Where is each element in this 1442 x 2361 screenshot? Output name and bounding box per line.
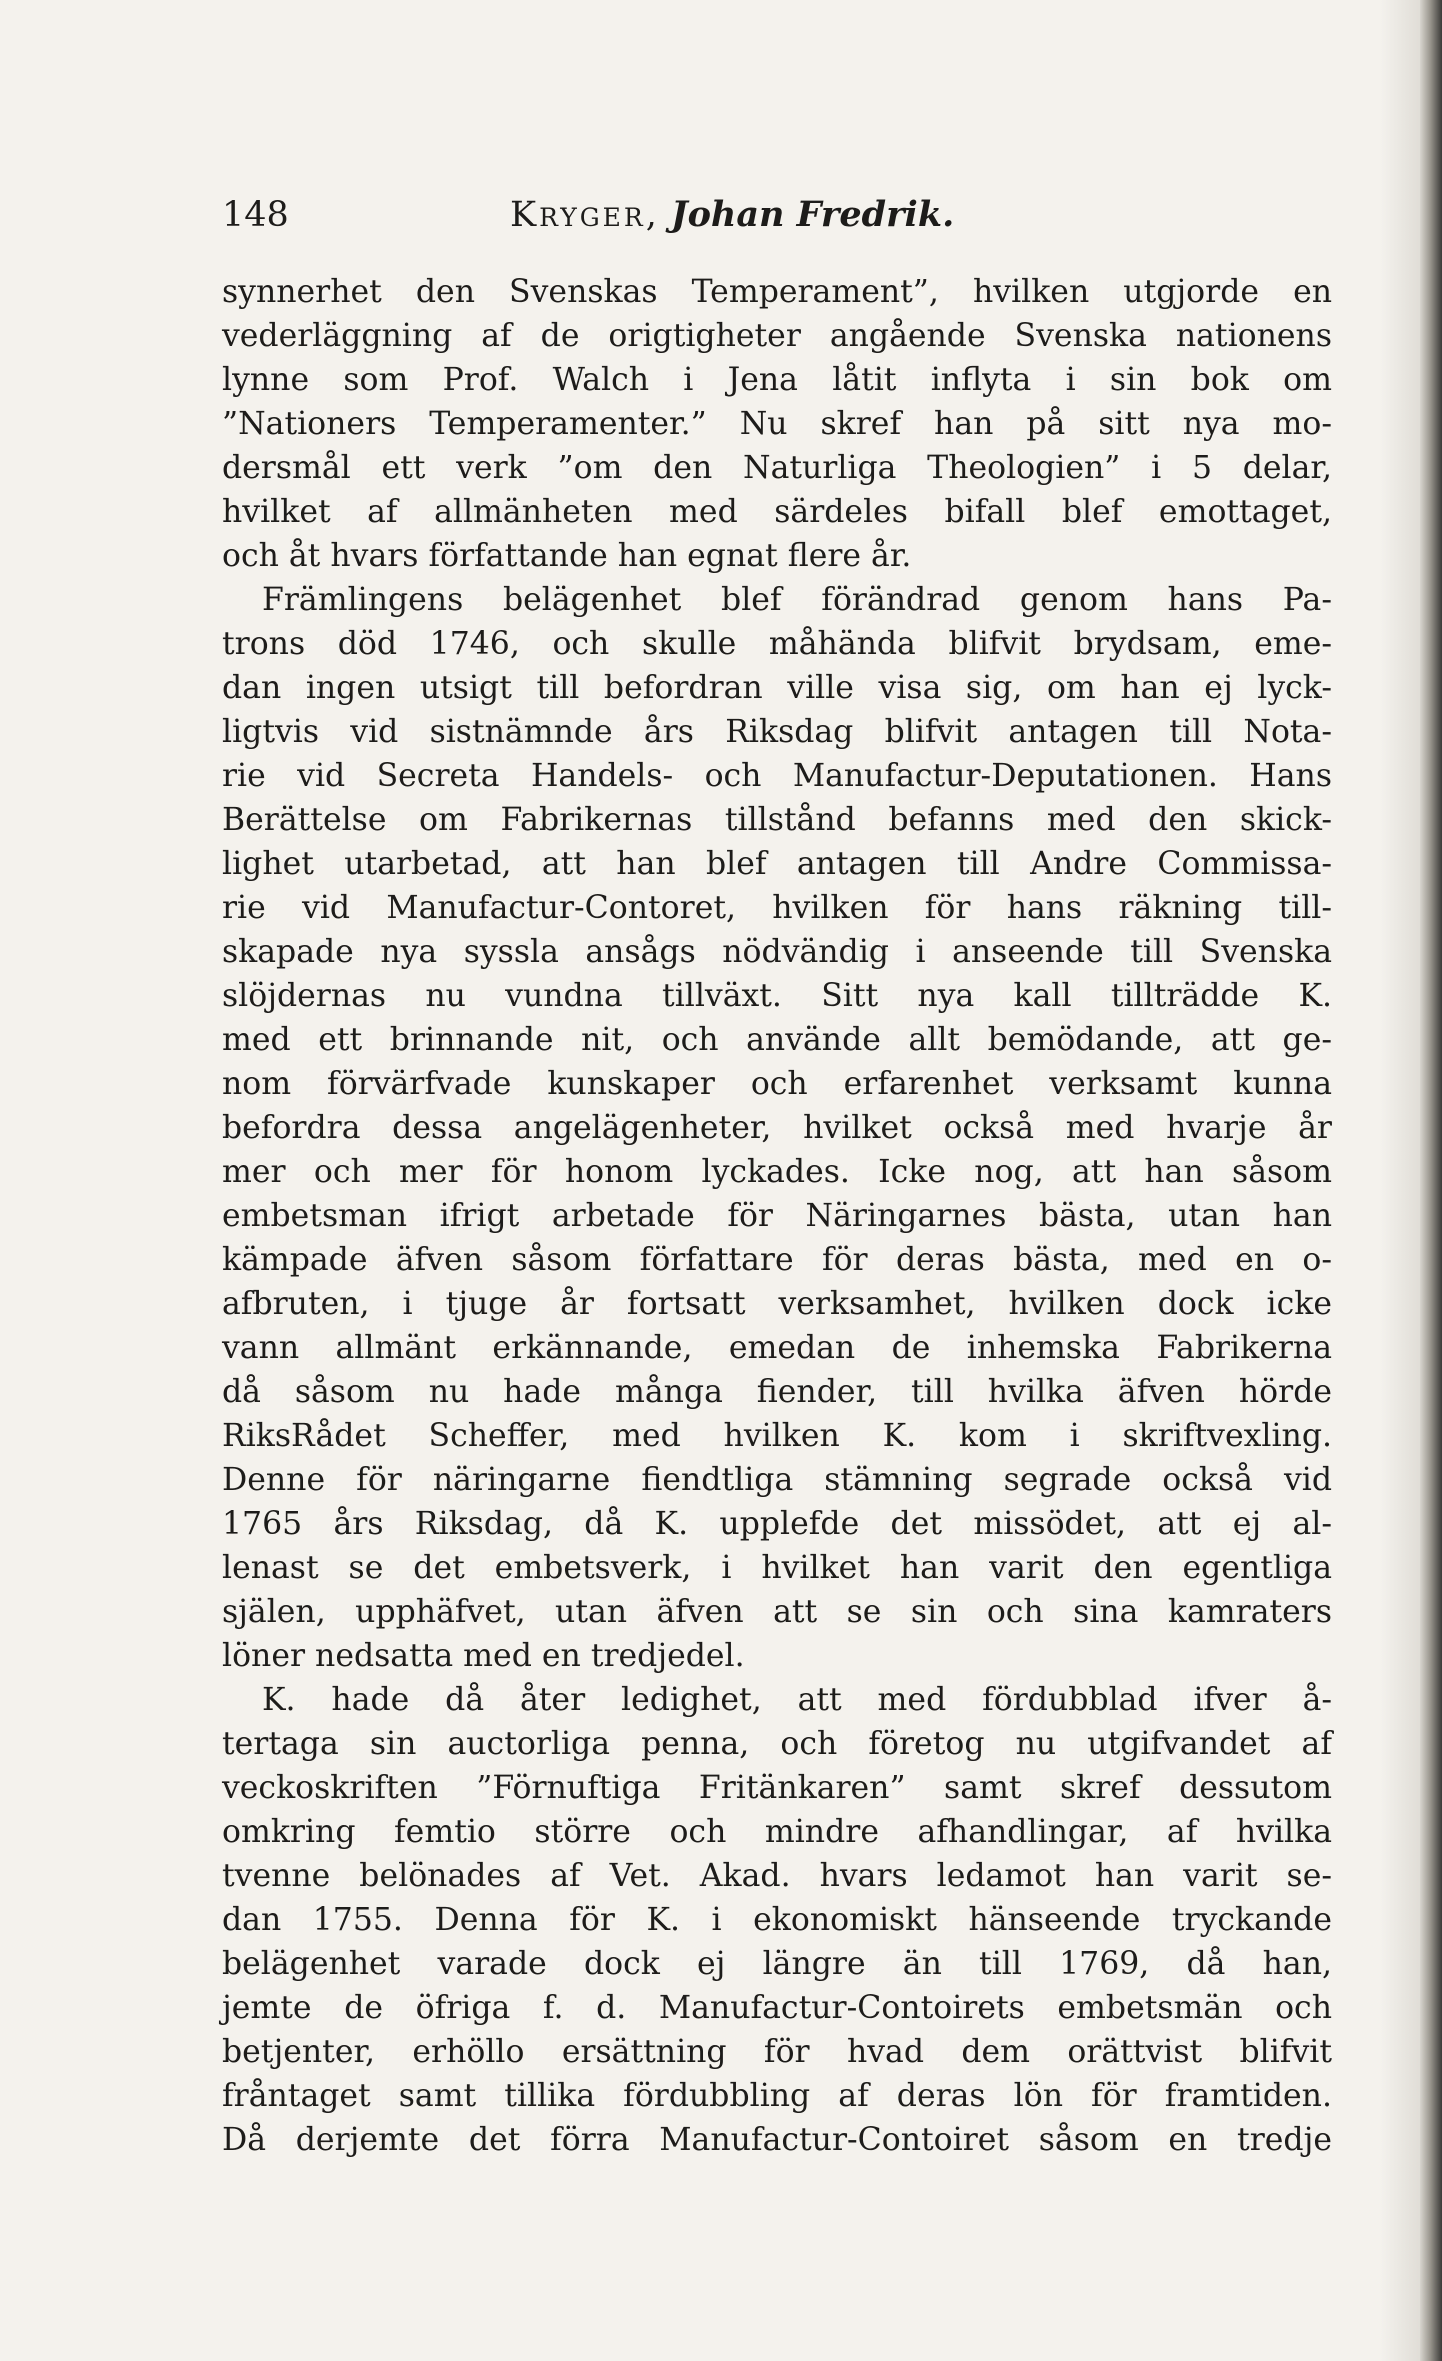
text-line: med ett brinnande nit, och använde allt bemödande, att ge- <box>222 1022 1332 1058</box>
text-line: RiksRådet Scheffer, med hvilken K. kom i skriftvexling. <box>222 1418 1332 1454</box>
text-line: dersmål ett verk ”om den Naturliga Theologien” i 5 delar, <box>222 450 1332 486</box>
text-line: mer och mer för honom lyckades. Icke nog, att han såsom <box>222 1154 1332 1190</box>
text-line: hvilket af allmänheten med särdeles bifall blef emottaget, <box>222 494 1332 530</box>
text-line: betjenter, erhöllo ersättning för hvad dem orättvist blifvit <box>222 2034 1332 2070</box>
text-line: befordra dessa angelägenheter, hvilket också med hvarje år <box>222 1110 1332 1146</box>
text-line: lighet utarbetad, att han blef antagen till Andre Commissa- <box>222 846 1332 882</box>
text-line: nom förvärfvade kunskaper och erfarenhet verksamt kunna <box>222 1066 1332 1102</box>
text-line: lenast se det embetsverk, i hvilket han varit den egentliga <box>222 1550 1332 1586</box>
text-line: tertaga sin auctorliga penna, och företog nu utgifvandet af <box>222 1726 1332 1762</box>
running-head-given-names: Johan Fredrik. <box>671 194 955 235</box>
text-line: trons död 1746, och skulle måhända blifvit brydsam, eme- <box>222 626 1332 662</box>
text-line: skapade nya syssla ansågs nödvändig i anseende till Svenska <box>222 934 1332 970</box>
text-line: Då derjemte det förra Manufactur-Contoiret såsom en tredje <box>222 2122 1332 2158</box>
text-line: dan 1755. Denna för K. i ekonomiskt hänseende tryckande <box>222 1902 1332 1938</box>
page-number: 148 <box>222 195 289 235</box>
text-line: rie vid Manufactur-Contoret, hvilken för hans räkning till- <box>222 890 1332 926</box>
text-line: K. hade då åter ledighet, att med fördubblad ifver å- <box>262 1682 1332 1718</box>
text-line: rie vid Secreta Handels- och Manufactur-Deputationen. Hans <box>222 758 1332 794</box>
text-line: belägenhet varade dock ej längre än till 1769, då han, <box>222 1946 1332 1982</box>
text-line: omkring femtio större och mindre afhandlingar, af hvilka <box>222 1814 1332 1850</box>
text-line: löner nedsatta med en tredjedel. <box>222 1638 745 1674</box>
text-line: och åt hvars författande han egnat flere år. <box>222 538 912 574</box>
text-line: 1765 års Riksdag, då K. upplefde det missödet, att ej al- <box>222 1506 1332 1542</box>
text-line: jemte de öfriga f. d. Manufactur-Contoirets embetsmän och <box>222 1990 1332 2026</box>
text-line: ”Nationers Temperamenter.” Nu skref han på sitt nya mo- <box>222 406 1332 442</box>
text-line: Denne för näringarne fiendtliga stämning segrade också vid <box>222 1462 1332 1498</box>
running-header <box>222 190 1332 240</box>
text-line: synnerhet den Svenskas Temperament”, hvilken utgjorde en <box>222 274 1332 310</box>
text-line: själen, upphäfvet, utan äfven att se sin och sina kamraters <box>222 1594 1332 1630</box>
text-line: tvenne belönades af Vet. Akad. hvars ledamot han varit se- <box>222 1858 1332 1894</box>
text-line: Främlingens belägenhet blef förändrad genom hans Pa- <box>262 582 1332 618</box>
running-head <box>510 190 954 240</box>
running-head-surname: Kryger, <box>510 195 660 235</box>
text-line: ligtvis vid sistnämnde års Riksdag blifvit antagen till Nota- <box>222 714 1332 750</box>
text-line: vederläggning af de origtigheter angående Svenska nationens <box>222 318 1332 354</box>
text-line: veckoskriften ”Förnuftiga Fritänkaren” samt skref dessutom <box>222 1770 1332 1806</box>
text-line: kämpade äfven såsom författare för deras bästa, med en o- <box>222 1242 1332 1278</box>
text-line: Berättelse om Fabrikernas tillstånd befanns med den skick- <box>222 802 1332 838</box>
text-line: dan ingen utsigt till befordran ville visa sig, om han ej lyck- <box>222 670 1332 706</box>
text-line: embetsman ifrigt arbetade för Näringarnes bästa, utan han <box>222 1198 1332 1234</box>
text-line: då såsom nu hade många fiender, till hvilka äfven hörde <box>222 1374 1332 1410</box>
text-line: afbruten, i tjuge år fortsatt verksamhet, hvilken dock icke <box>222 1286 1332 1322</box>
text-line: slöjdernas nu vundna tillväxt. Sitt nya kall tillträdde K. <box>222 978 1332 1014</box>
text-line: vann allmänt erkännande, emedan de inhemska Fabrikerna <box>222 1330 1332 1366</box>
text-line: fråntaget samt tillika fördubbling af deras lön för framtiden. <box>222 2078 1332 2114</box>
text-line: lynne som Prof. Walch i Jena låtit inflyta i sin bok om <box>222 362 1332 398</box>
